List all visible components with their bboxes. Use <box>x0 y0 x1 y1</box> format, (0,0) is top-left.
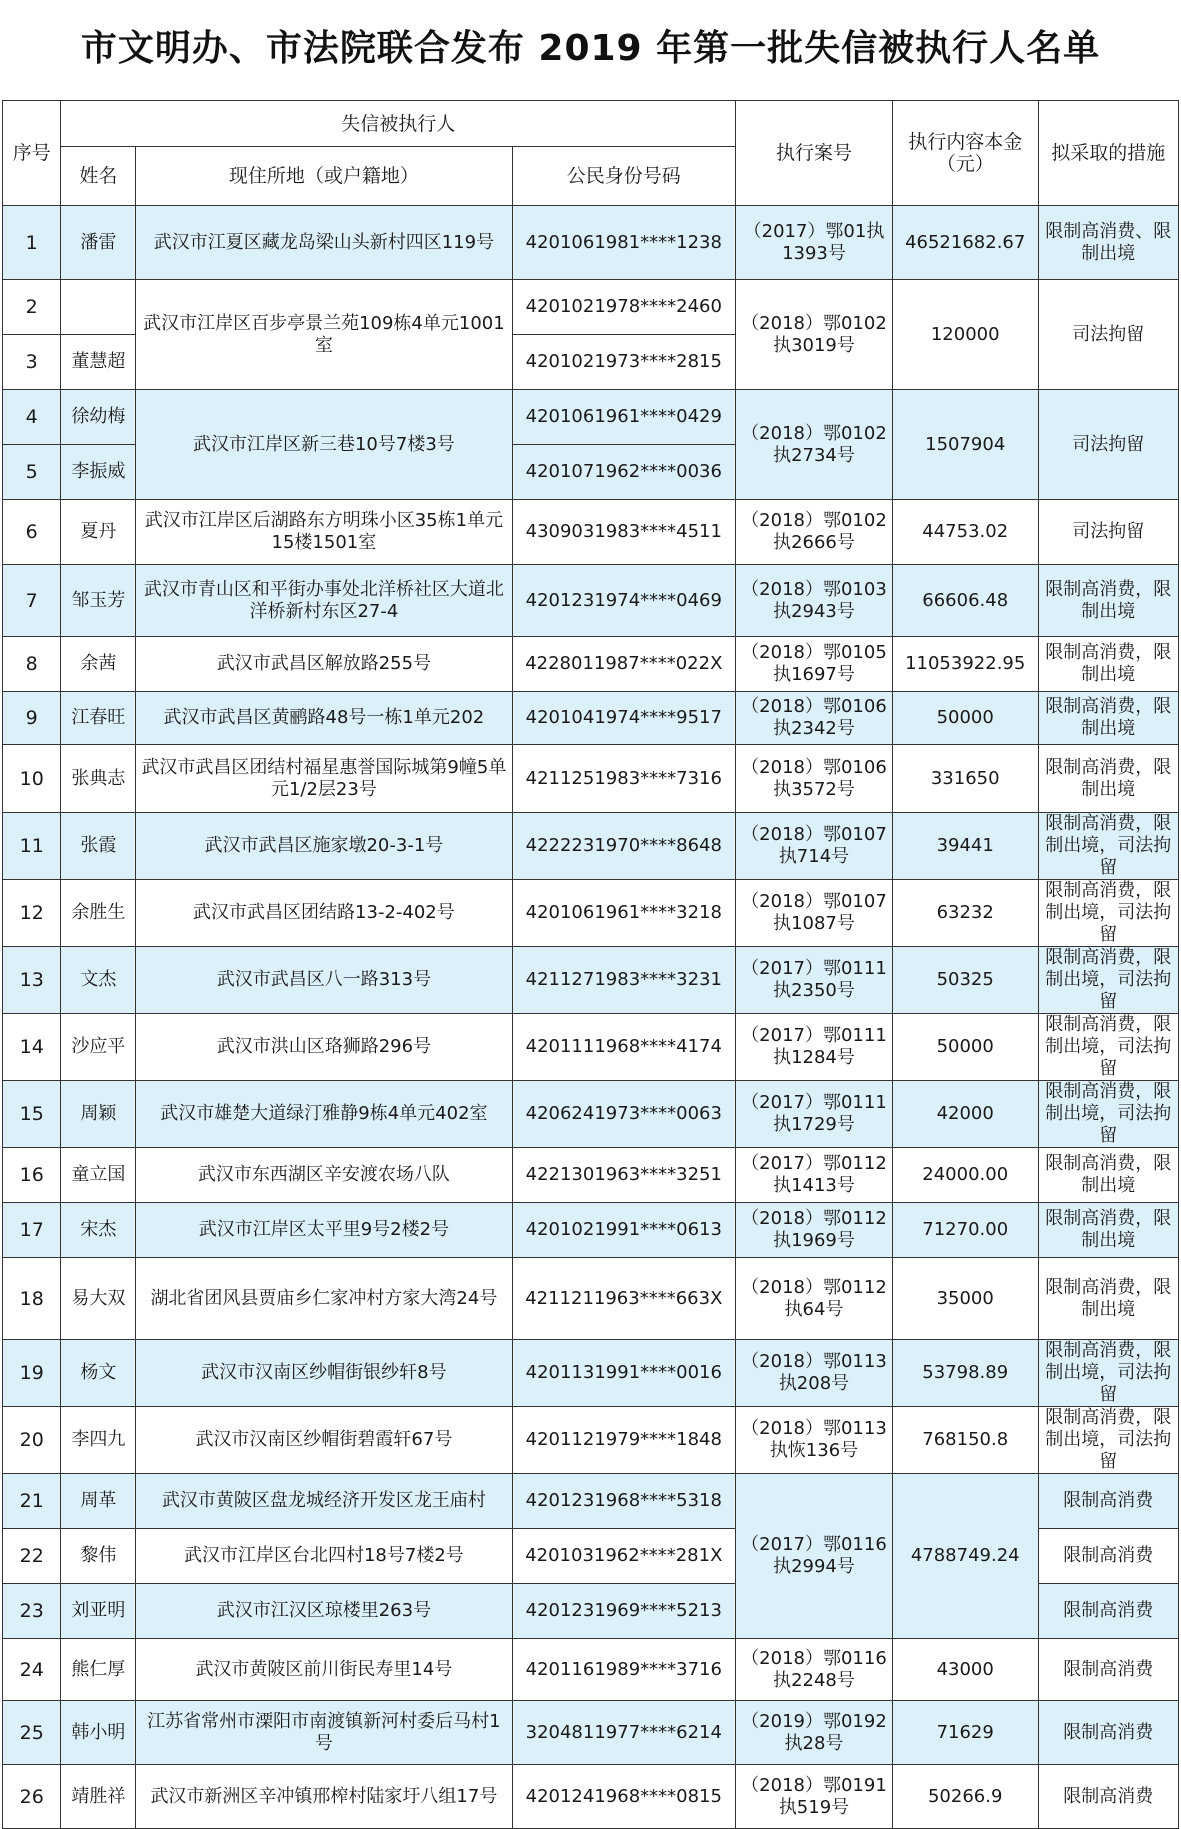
row-id: 4201231969****5213 <box>512 1584 736 1639</box>
row-id: 4201061961****0429 <box>512 390 736 445</box>
row-case: （2018）鄂0113执恢136号 <box>736 1407 893 1474</box>
row-seq: 21 <box>3 1474 61 1529</box>
row-case: （2018）鄂0106执3572号 <box>736 745 893 813</box>
row-measure: 限制高消费，限制出境 <box>1038 745 1179 813</box>
row-case: （2017）鄂0116执2994号 <box>736 1474 893 1639</box>
row-address: 武汉市江岸区百步亭景兰苑109栋4单元1001室 <box>136 280 512 390</box>
row-amount: 50000 <box>892 1014 1038 1081</box>
row-id: 4201111968****4174 <box>512 1014 736 1081</box>
row-address: 武汉市新洲区辛冲镇邢榨村陆家圩八组17号 <box>136 1765 512 1829</box>
row-id: 4201021973****2815 <box>512 335 736 390</box>
row-id: 4201041974****9517 <box>512 692 736 745</box>
row-id: 4201131991****0016 <box>512 1340 736 1407</box>
row-case: （2018）鄂0106执2342号 <box>736 692 893 745</box>
row-address: 武汉市武昌区黄鹂路48号一栋1单元202 <box>136 692 512 745</box>
row-measure: 限制高消费，限制出境 <box>1038 565 1179 637</box>
header-measure: 拟采取的措施 <box>1038 101 1179 206</box>
row-case: （2018）鄂0105执1697号 <box>736 637 893 692</box>
row-amount: 71629 <box>892 1701 1038 1765</box>
row-address: 武汉市江岸区台北四村18号7楼2号 <box>136 1529 512 1584</box>
row-address: 武汉市黄陂区前川街民寿里14号 <box>136 1639 512 1701</box>
row-seq: 12 <box>3 880 61 947</box>
row-id: 4201161989****3716 <box>512 1639 736 1701</box>
row-amount: 43000 <box>892 1639 1038 1701</box>
table-row <box>3 1765 1179 1829</box>
row-name: 夏丹 <box>61 500 136 565</box>
row-amount: 53798.89 <box>892 1340 1038 1407</box>
row-amount: 11053922.95 <box>892 637 1038 692</box>
row-case: （2019）鄂0192执28号 <box>736 1701 893 1765</box>
row-measure: 限制高消费，限制出境，司法拘留 <box>1038 947 1179 1014</box>
row-seq: 6 <box>3 500 61 565</box>
row-id: 4201061981****1238 <box>512 206 736 280</box>
row-name: 周颖 <box>61 1081 136 1148</box>
table-row <box>3 280 1179 335</box>
row-amount: 39441 <box>892 813 1038 880</box>
row-measure: 限制高消费 <box>1038 1529 1179 1584</box>
header-name: 姓名 <box>61 147 136 206</box>
row-address: 武汉市江汉区琼楼里263号 <box>136 1584 512 1639</box>
row-address: 武汉市雄楚大道绿汀雅静9栋4单元402室 <box>136 1081 512 1148</box>
row-measure: 限制高消费 <box>1038 1701 1179 1765</box>
row-name: 周革 <box>61 1474 136 1529</box>
row-amount: 24000.00 <box>892 1148 1038 1203</box>
row-id: 4228011987****022X <box>512 637 736 692</box>
row-measure: 限制高消费，限制出境 <box>1038 692 1179 745</box>
row-case: （2017）鄂0112执1413号 <box>736 1148 893 1203</box>
table-row <box>3 1340 1179 1407</box>
row-amount: 66606.48 <box>892 565 1038 637</box>
row-address: 武汉市东西湖区辛安渡农场八队 <box>136 1148 512 1203</box>
table-row <box>3 745 1179 813</box>
row-amount: 63232 <box>892 880 1038 947</box>
row-id: 4201231968****5318 <box>512 1474 736 1529</box>
row-address: 武汉市江岸区新三巷10号7楼3号 <box>136 390 512 500</box>
row-address: 湖北省团风县贾庙乡仁家冲村方家大湾24号 <box>136 1258 512 1340</box>
row-name: 李四九 <box>61 1407 136 1474</box>
table-row <box>3 947 1179 1014</box>
row-amount: 331650 <box>892 745 1038 813</box>
row-amount: 50325 <box>892 947 1038 1014</box>
row-amount: 1507904 <box>892 390 1038 500</box>
row-name: 童立国 <box>61 1148 136 1203</box>
row-amount: 768150.8 <box>892 1407 1038 1474</box>
row-address: 武汉市武昌区团结村福星惠誉国际城第9幢5单元1/2层23号 <box>136 745 512 813</box>
header-case: 执行案号 <box>736 101 893 206</box>
table-row <box>3 692 1179 745</box>
row-seq: 1 <box>3 206 61 280</box>
row-name: 徐幼梅 <box>61 390 136 445</box>
row-address: 武汉市江夏区藏龙岛梁山头新村四区119号 <box>136 206 512 280</box>
row-id: 4201231974****0469 <box>512 565 736 637</box>
table-row <box>3 1081 1179 1148</box>
row-name: 潘雷 <box>61 206 136 280</box>
row-seq: 17 <box>3 1203 61 1258</box>
row-measure: 限制高消费，限制出境，司法拘留 <box>1038 880 1179 947</box>
row-amount: 42000 <box>892 1081 1038 1148</box>
row-measure: 限制高消费，限制出境，司法拘留 <box>1038 813 1179 880</box>
row-seq: 13 <box>3 947 61 1014</box>
table-row <box>3 206 1179 280</box>
row-measure: 限制高消费、限制出境 <box>1038 206 1179 280</box>
table-row <box>3 1701 1179 1765</box>
row-address: 武汉市武昌区八一路313号 <box>136 947 512 1014</box>
header-address: 现住所地（或户籍地） <box>136 147 512 206</box>
row-seq: 18 <box>3 1258 61 1340</box>
table-row <box>3 565 1179 637</box>
row-amount: 71270.00 <box>892 1203 1038 1258</box>
row-measure: 限制高消费，限制出境 <box>1038 1148 1179 1203</box>
row-id: 4201021978****2460 <box>512 280 736 335</box>
row-case: （2018）鄂0107执1087号 <box>736 880 893 947</box>
row-address: 武汉市武昌区团结路13-2-402号 <box>136 880 512 947</box>
row-id: 4211251983****7316 <box>512 745 736 813</box>
row-amount: 4788749.24 <box>892 1474 1038 1639</box>
row-address: 武汉市汉南区纱帽街银纱轩8号 <box>136 1340 512 1407</box>
row-id: 4201061961****3218 <box>512 880 736 947</box>
row-address: 武汉市江岸区太平里9号2楼2号 <box>136 1203 512 1258</box>
row-name: 张典志 <box>61 745 136 813</box>
row-amount: 50000 <box>892 692 1038 745</box>
row-case: （2018）鄂0191执519号 <box>736 1765 893 1829</box>
table-row <box>3 500 1179 565</box>
row-seq: 23 <box>3 1584 61 1639</box>
row-seq: 5 <box>3 445 61 500</box>
row-case: （2018）鄂0112执1969号 <box>736 1203 893 1258</box>
row-case: （2017）鄂0111执1729号 <box>736 1081 893 1148</box>
row-name: 李振威 <box>61 445 136 500</box>
table-row <box>3 1639 1179 1701</box>
row-id: 4201031962****281X <box>512 1529 736 1584</box>
row-measure: 限制高消费，限制出境 <box>1038 1258 1179 1340</box>
row-seq: 9 <box>3 692 61 745</box>
header-amount: 执行内容本金（元） <box>892 101 1038 206</box>
row-address: 武汉市黄陂区盘龙城经济开发区龙王庙村 <box>136 1474 512 1529</box>
row-seq: 11 <box>3 813 61 880</box>
row-seq: 10 <box>3 745 61 813</box>
row-address: 武汉市武昌区施家墩20-3-1号 <box>136 813 512 880</box>
row-name: 杨文 <box>61 1340 136 1407</box>
row-case: （2017）鄂0111执1284号 <box>736 1014 893 1081</box>
table-row <box>3 1258 1179 1340</box>
table-row <box>3 813 1179 880</box>
row-seq: 25 <box>3 1701 61 1765</box>
row-amount: 120000 <box>892 280 1038 390</box>
row-name: 沙应平 <box>61 1014 136 1081</box>
row-case: （2018）鄂0102执2734号 <box>736 390 893 500</box>
table-row <box>3 390 1179 445</box>
row-seq: 7 <box>3 565 61 637</box>
table-row <box>3 1474 1179 1529</box>
row-seq: 8 <box>3 637 61 692</box>
row-measure: 限制高消费，限制出境，司法拘留 <box>1038 1014 1179 1081</box>
row-case: （2018）鄂0102执2666号 <box>736 500 893 565</box>
row-address: 武汉市江岸区后湖路东方明珠小区35栋1单元15楼1501室 <box>136 500 512 565</box>
row-measure: 司法拘留 <box>1038 500 1179 565</box>
row-name: 黎伟 <box>61 1529 136 1584</box>
row-address: 武汉市武昌区解放路255号 <box>136 637 512 692</box>
row-case: （2018）鄂0116执2248号 <box>736 1639 893 1701</box>
row-measure: 限制高消费 <box>1038 1584 1179 1639</box>
row-amount: 46521682.67 <box>892 206 1038 280</box>
row-seq: 20 <box>3 1407 61 1474</box>
row-name: 靖胜祥 <box>61 1765 136 1829</box>
row-measure: 限制高消费，限制出境，司法拘留 <box>1038 1081 1179 1148</box>
row-id: 4201121979****1848 <box>512 1407 736 1474</box>
row-seq: 3 <box>3 335 61 390</box>
row-name: 易大双 <box>61 1258 136 1340</box>
row-measure: 限制高消费，限制出境，司法拘留 <box>1038 1340 1179 1407</box>
row-case: （2018）鄂0103执2943号 <box>736 565 893 637</box>
row-name <box>61 280 136 335</box>
row-name: 江春旺 <box>61 692 136 745</box>
row-name: 余茜 <box>61 637 136 692</box>
row-measure: 限制高消费，限制出境 <box>1038 1203 1179 1258</box>
row-name: 熊仁厚 <box>61 1639 136 1701</box>
row-address: 江苏省常州市溧阳市南渡镇新河村委后马村1号 <box>136 1701 512 1765</box>
row-seq: 2 <box>3 280 61 335</box>
table-row <box>3 1148 1179 1203</box>
row-seq: 22 <box>3 1529 61 1584</box>
row-measure: 限制高消费 <box>1038 1639 1179 1701</box>
row-name: 张霞 <box>61 813 136 880</box>
row-seq: 14 <box>3 1014 61 1081</box>
row-id: 4211211963****663X <box>512 1258 736 1340</box>
row-name: 董慧超 <box>61 335 136 390</box>
row-case: （2017）鄂01执1393号 <box>736 206 893 280</box>
page-title: 市文明办、市法院联合发布 2019 年第一批失信被执行人名单 <box>80 28 1101 69</box>
row-case: （2018）鄂0102执3019号 <box>736 280 893 390</box>
row-measure: 限制高消费，限制出境，司法拘留 <box>1038 1407 1179 1474</box>
header-group: 失信被执行人 <box>61 101 736 147</box>
table-row <box>3 1407 1179 1474</box>
row-seq: 4 <box>3 390 61 445</box>
row-case: （2018）鄂0113执208号 <box>736 1340 893 1407</box>
header-seq: 序号 <box>3 101 61 206</box>
row-name: 文杰 <box>61 947 136 1014</box>
table-row <box>3 880 1179 947</box>
table-row <box>3 637 1179 692</box>
row-name: 余胜生 <box>61 880 136 947</box>
row-amount: 50266.9 <box>892 1765 1038 1829</box>
row-seq: 15 <box>3 1081 61 1148</box>
row-measure: 限制高消费 <box>1038 1765 1179 1829</box>
row-measure: 司法拘留 <box>1038 280 1179 390</box>
row-id: 4201021991****0613 <box>512 1203 736 1258</box>
row-seq: 24 <box>3 1639 61 1701</box>
row-case: （2018）鄂0112执64号 <box>736 1258 893 1340</box>
row-id: 4221301963****3251 <box>512 1148 736 1203</box>
row-seq: 26 <box>3 1765 61 1829</box>
row-measure: 限制高消费，限制出境 <box>1038 637 1179 692</box>
row-name: 韩小明 <box>61 1701 136 1765</box>
row-name: 宋杰 <box>61 1203 136 1258</box>
table-row <box>3 1014 1179 1081</box>
row-seq: 19 <box>3 1340 61 1407</box>
row-address: 武汉市汉南区纱帽街碧霞轩67号 <box>136 1407 512 1474</box>
row-address: 武汉市洪山区珞狮路296号 <box>136 1014 512 1081</box>
row-id: 4309031983****4511 <box>512 500 736 565</box>
row-measure: 限制高消费 <box>1038 1474 1179 1529</box>
row-id: 4206241973****0063 <box>512 1081 736 1148</box>
row-case: （2017）鄂0111执2350号 <box>736 947 893 1014</box>
row-case: （2018）鄂0107执714号 <box>736 813 893 880</box>
row-id: 4211271983****3231 <box>512 947 736 1014</box>
row-id: 3204811977****6214 <box>512 1701 736 1765</box>
row-seq: 16 <box>3 1148 61 1203</box>
row-id: 4222231970****8648 <box>512 813 736 880</box>
row-address: 武汉市青山区和平街办事处北洋桥社区大道北洋桥新村东区27-4 <box>136 565 512 637</box>
debtor-table <box>2 100 1179 1829</box>
row-id: 4201241968****0815 <box>512 1765 736 1829</box>
row-name: 邹玉芳 <box>61 565 136 637</box>
row-amount: 44753.02 <box>892 500 1038 565</box>
row-id: 4201071962****0036 <box>512 445 736 500</box>
header-id: 公民身份号码 <box>512 147 736 206</box>
row-measure: 司法拘留 <box>1038 390 1179 500</box>
row-amount: 35000 <box>892 1258 1038 1340</box>
table-row <box>3 1203 1179 1258</box>
row-name: 刘亚明 <box>61 1584 136 1639</box>
